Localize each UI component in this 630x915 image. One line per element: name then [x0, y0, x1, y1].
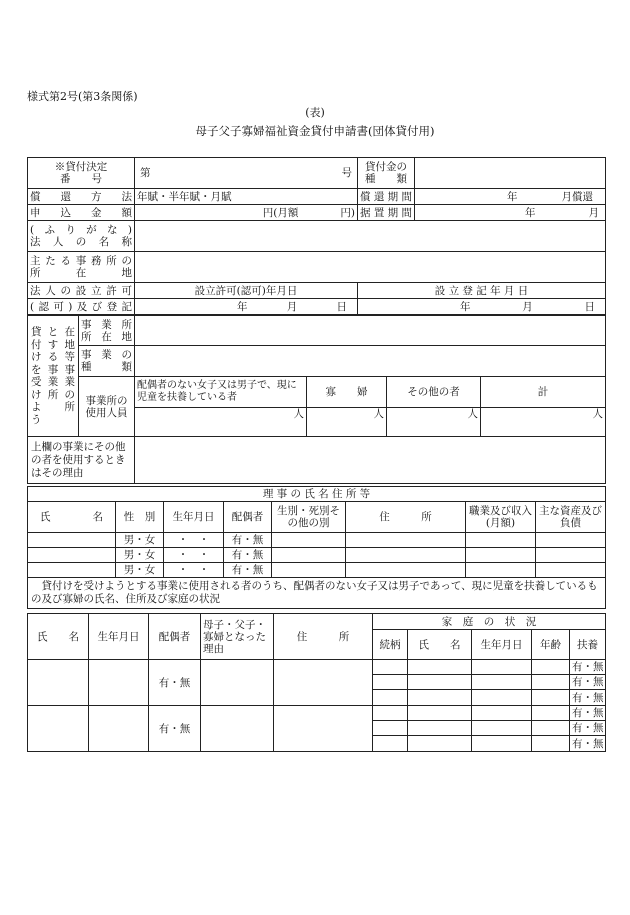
single-parent-staff-label: 配偶者のない女子又は男子で、現に児童を扶養している者	[135, 377, 307, 408]
dir-address-field[interactable]	[346, 548, 466, 563]
permit-label-1: 法人の設立許可	[28, 283, 135, 299]
staff-label: 事業所の 使用人員	[79, 377, 135, 437]
emp-dob-field[interactable]	[89, 660, 149, 706]
director-row	[28, 533, 606, 548]
main-office-field[interactable]	[135, 252, 606, 283]
dir-bereave-header: 生別・死別その他の別	[272, 502, 346, 533]
family-relation-field[interactable]	[373, 721, 408, 736]
family-age-header: 年齢	[532, 630, 570, 660]
loan-type-label: 貸付金の 種 類	[358, 158, 415, 189]
emp-spouse-field[interactable]: 有・無	[149, 706, 201, 752]
main-office-label: 主たる事務所の 所 在 地	[28, 252, 135, 283]
registration-date-label: 設 立 登 記 年 月 日	[358, 283, 606, 299]
emp-spouse-header: 配偶者	[149, 614, 201, 660]
family-dob-field[interactable]	[472, 660, 532, 675]
director-row	[28, 548, 606, 563]
family-dob-field[interactable]	[472, 706, 532, 721]
dir-sex-field[interactable]: 男・女	[116, 533, 164, 548]
emp-reason-field[interactable]	[201, 660, 274, 706]
form-title: 母子父子寡婦福祉資金貸付申請書(団体貸付用)	[195, 124, 435, 138]
dir-bereave-field[interactable]	[272, 563, 346, 578]
dir-spouse-field[interactable]: 有・無	[224, 563, 272, 578]
family-row	[28, 660, 606, 675]
repay-method-label: 償還方法	[28, 189, 135, 205]
family-name-field[interactable]	[408, 706, 472, 721]
dir-sex-header: 性 別	[116, 502, 164, 533]
dir-sex-field[interactable]: 男・女	[116, 563, 164, 578]
family-dob-field[interactable]	[472, 675, 532, 690]
dir-bereave-field[interactable]	[272, 533, 346, 548]
other-staff-label: その他の者	[387, 377, 481, 408]
directors-title: 理 事 の 氏 名 住 所 等	[28, 487, 606, 502]
dir-name-header: 氏 名	[28, 502, 116, 533]
dir-job-field[interactable]	[466, 548, 536, 563]
dir-job-header: 職業及び収入(月額)	[466, 502, 536, 533]
dir-name-field[interactable]	[28, 533, 116, 548]
family-support-field[interactable]: 有・無	[570, 675, 606, 690]
family-age-field[interactable]	[532, 660, 570, 675]
family-dob-header: 生年月日	[472, 630, 532, 660]
family-support-field[interactable]: 有・無	[570, 690, 606, 706]
decision-number-label: ※貸付決定 番 号	[28, 158, 135, 189]
decision-number-field[interactable]: 第 号	[135, 158, 358, 189]
grace-period-label: 据置期間	[358, 205, 415, 221]
grace-period-field[interactable]: 年 月	[415, 205, 606, 221]
family-relation-field[interactable]	[373, 660, 408, 675]
employees-note: 貸付けを受けようとする事業に使用される者のうち、配偶者のない女子又は男子であって、現に児童を扶養しているもの及び寡婦の氏名、住所及び家庭の状況	[28, 578, 606, 609]
family-support-field[interactable]: 有・無	[570, 706, 606, 721]
family-name-field[interactable]	[408, 736, 472, 752]
dir-dob-field[interactable]: ・ ・	[164, 548, 224, 563]
permit-date-label: 設立許可(認可)年月日	[135, 283, 358, 299]
director-row	[28, 563, 606, 578]
dir-spouse-field[interactable]: 有・無	[224, 548, 272, 563]
family-support-field[interactable]: 有・無	[570, 660, 606, 675]
emp-dob-field[interactable]	[89, 706, 149, 752]
dir-address-header: 住 所	[346, 502, 466, 533]
family-row	[28, 706, 606, 721]
family-dob-field[interactable]	[472, 721, 532, 736]
family-status-header: 家 庭 の 状 況	[373, 614, 606, 630]
dir-job-field[interactable]	[466, 563, 536, 578]
emp-spouse-field[interactable]: 有・無	[149, 660, 201, 706]
single-parent-staff-field[interactable]: 人	[135, 408, 307, 437]
dir-dob-field[interactable]: ・ ・	[164, 533, 224, 548]
emp-address-header: 住 所	[274, 614, 373, 660]
family-dob-field[interactable]	[472, 690, 532, 706]
emp-dob-header: 生年月日	[89, 614, 149, 660]
application-table	[27, 157, 606, 315]
dir-dob-header: 生年月日	[164, 502, 224, 533]
dir-spouse-field[interactable]: 有・無	[224, 533, 272, 548]
dir-name-field[interactable]	[28, 548, 116, 563]
family-age-field[interactable]	[532, 736, 570, 752]
business-vertical-label: 貸 付 け を 受 け よ う と す る 事 業 所 在 地 等 事 業 の 所	[28, 316, 79, 437]
dir-bereave-field[interactable]	[272, 548, 346, 563]
family-name-header: 氏 名	[408, 630, 472, 660]
emp-name-field[interactable]	[28, 706, 89, 752]
employees-table	[27, 613, 606, 752]
other-staff-field[interactable]: 人	[387, 408, 481, 437]
directors-table	[27, 486, 606, 609]
registration-date-field[interactable]: 年 月 日	[358, 299, 606, 315]
dir-assets-header: 主な資産及び負債	[536, 502, 606, 533]
dir-address-field[interactable]	[346, 533, 466, 548]
biz-type-field[interactable]	[135, 346, 606, 377]
family-relation-field[interactable]	[373, 690, 408, 706]
biz-type-label: 事業の 種 類	[79, 346, 135, 377]
family-relation-field[interactable]	[373, 706, 408, 721]
family-relation-field[interactable]	[373, 675, 408, 690]
emp-reason-header: 母子・父子・寡婦となった理由	[201, 614, 274, 660]
reason-field[interactable]	[135, 437, 606, 484]
family-relation-field[interactable]	[373, 736, 408, 752]
biz-location-field[interactable]	[135, 316, 606, 346]
family-name-field[interactable]	[408, 690, 472, 706]
corp-name-field[interactable]	[135, 221, 606, 252]
permit-date-field[interactable]: 年 月 日	[135, 299, 358, 315]
repay-period-field[interactable]: 年 月償還	[415, 189, 606, 205]
family-name-field[interactable]	[408, 660, 472, 675]
dir-dob-field[interactable]: ・ ・	[164, 563, 224, 578]
apply-amount-label: 申込金額	[28, 205, 135, 221]
dir-assets-field[interactable]	[536, 533, 606, 548]
total-staff-label: 計	[481, 377, 606, 408]
family-support-header: 扶養	[570, 630, 606, 660]
permit-label-2: (認可)及び登記	[28, 299, 135, 315]
form-number-label: 様式第2号(第3条関係)	[27, 90, 138, 103]
dir-address-field[interactable]	[346, 563, 466, 578]
repay-method-field[interactable]: 年賦・半年賦・月賦	[135, 189, 358, 205]
family-name-field[interactable]	[408, 721, 472, 736]
corp-name-label: (ふりがな) 法人の名称	[28, 221, 135, 252]
loan-type-field[interactable]	[415, 158, 606, 189]
dir-name-field[interactable]	[28, 563, 116, 578]
family-name-field[interactable]	[408, 675, 472, 690]
emp-address-field[interactable]	[274, 660, 373, 706]
apply-amount-field[interactable]: 円(月額 円)	[135, 205, 358, 221]
dir-assets-field[interactable]	[536, 548, 606, 563]
widow-staff-label: 寡 婦	[307, 377, 387, 408]
family-dob-field[interactable]	[472, 736, 532, 752]
widow-staff-field[interactable]: 人	[307, 408, 387, 437]
dir-spouse-header: 配偶者	[224, 502, 272, 533]
family-support-field[interactable]: 有・無	[570, 721, 606, 736]
family-age-field[interactable]	[532, 706, 570, 721]
family-relation-header: 続柄	[373, 630, 408, 660]
family-support-field[interactable]: 有・無	[570, 736, 606, 752]
emp-name-field[interactable]	[28, 660, 89, 706]
dir-assets-field[interactable]	[536, 563, 606, 578]
family-age-field[interactable]	[532, 721, 570, 736]
dir-sex-field[interactable]: 男・女	[116, 548, 164, 563]
biz-location-label: 事業所 所在地	[79, 316, 135, 346]
dir-job-field[interactable]	[466, 533, 536, 548]
family-age-field[interactable]	[532, 675, 570, 690]
total-staff-field[interactable]: 人	[481, 408, 606, 437]
emp-reason-field[interactable]	[201, 706, 274, 752]
repay-period-label: 償還期間	[358, 189, 415, 205]
family-age-field[interactable]	[532, 690, 570, 706]
reason-label: 上欄の事業にその他の者を使用するときはその理由	[28, 437, 135, 484]
front-side-label: (表)	[305, 106, 325, 119]
business-table	[27, 315, 606, 484]
emp-address-field[interactable]	[274, 706, 373, 752]
emp-name-header: 氏 名	[28, 614, 89, 660]
